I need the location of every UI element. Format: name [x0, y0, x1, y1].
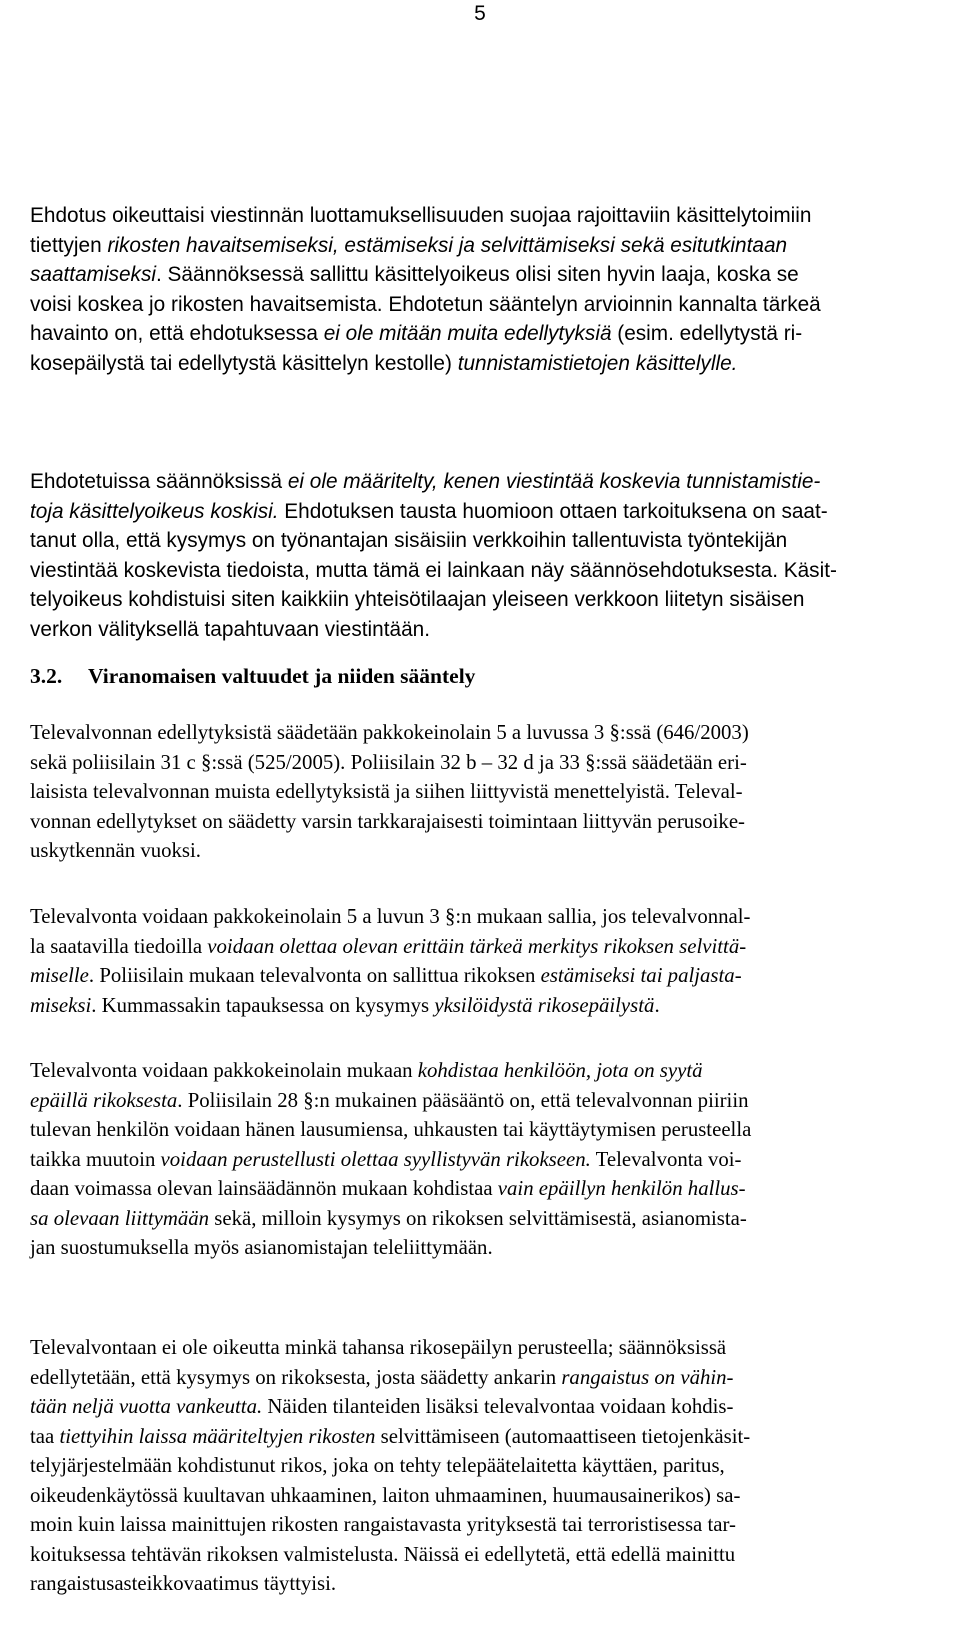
italic-text: vain epäillyn henkilön hallus- [497, 1177, 746, 1200]
text-run: Televalvonnan edellytyksistä säädetään pakkokeinolain 5 a luvussa 3 §:ssä (646/2003) [30, 721, 749, 744]
text-run: viestintää koskevista tiedoista, mutta tämä ei lainkaan näy säännösehdotuksesta. Käsit- [30, 558, 837, 582]
text-line [30, 615, 920, 645]
text-line [30, 1569, 920, 1599]
italic-text: tään neljä vuotta vankeutta. [30, 1395, 263, 1418]
text-run: telyoikeus kohdistuisi siten kaikkiin yhteisötilaajan yleiseen verkkoon liitetyn sisäisen [30, 588, 805, 611]
text-line [30, 290, 920, 320]
italic-text: ei ole määritelty, kenen viestintää koskevia tunnistamistie- [287, 470, 821, 493]
text-run: verkon välityksellä tapahtuvaan viestintään. [30, 617, 430, 641]
text-line [30, 231, 920, 261]
text-line [30, 526, 920, 556]
text-line [30, 1086, 920, 1116]
text-line [30, 1233, 920, 1263]
text-run: Televalvonta voidaan pakkokeinolain mukaan [30, 1059, 418, 1082]
text-run: uskytkennän vuoksi. [30, 839, 201, 862]
text-run: havainto on, että ehdotuksessa [30, 322, 324, 345]
text-line [30, 1204, 920, 1234]
text-run: edellytetään, että kysymys on rikoksesta, josta säädetty ankarin [30, 1365, 562, 1389]
italic-text: rikosten havaitsemiseksi, estämiseksi ja selvittämiseksi sekä esitutkintaan [107, 233, 788, 257]
text-line [30, 748, 920, 778]
text-line [30, 777, 920, 807]
text-run: jan suostumuksella myös asianomistajan teleliittymään. [30, 1236, 493, 1259]
italic-text: rangaistus on vähin- [561, 1365, 734, 1389]
text-run: (esim. edellytystä ri- [611, 322, 803, 345]
text-run: vonnan edellytykset on säädetty varsin tarkkarajaisesti toimintaan liittyvän perusoike- [30, 809, 745, 833]
text-line [30, 556, 920, 586]
text-line [30, 1451, 920, 1481]
italic-text: voidaan perustellusti olettaa syyllistyvän rikokseen. [160, 1147, 591, 1171]
paragraph-2 [30, 467, 920, 644]
text-run: Televalvontaan ei ole oikeutta minkä tahansa rikosepäilyn perusteella; säännöksissä [30, 1336, 727, 1359]
section-title: Viranomaisen valtuudet ja niiden sääntely [88, 664, 476, 688]
text-run: tulevan henkilön voidaan hänen lausumiensa, uhkausten tai käyttäytymisen perusteella [30, 1118, 752, 1141]
text-run: selvittämiseen (automaattiseen tietojenkäsit- [375, 1424, 751, 1448]
paragraph-5 [30, 1056, 920, 1263]
text-run: . Säännöksessä sallittu käsittelyoikeus olisi siten hyvin laaja, koska se [155, 263, 799, 286]
page-number: 5 [474, 2, 486, 25]
section-number: 3.2. [30, 664, 63, 688]
text-line [30, 1333, 920, 1363]
text-run: Ehdotuksen tausta huomioon ottaen tarkoituksena on saat- [278, 499, 828, 523]
text-run: telyjärjestelmään kohdistunut rikos, joka on tehty telepäätelaitetta käyttäen, paritus, [30, 1454, 725, 1477]
text-line [30, 718, 920, 748]
text-run: tiettyjen [30, 233, 108, 257]
text-line [30, 836, 920, 866]
text-line [30, 1481, 920, 1511]
text-run: . Poliisilain 28 §:n mukainen pääsääntö on, että televalvonnan piiriin [177, 1088, 749, 1112]
text-run: Televalvonta voi- [590, 1147, 742, 1171]
text-line [30, 991, 920, 1021]
text-line [30, 349, 920, 379]
text-line [30, 1056, 920, 1086]
text-run: oikeudenkäytössä kuultavan uhkaaminen, laiton uhmaaminen, huumausainerikos) sa- [30, 1483, 741, 1507]
text-line [30, 1174, 920, 1204]
italic-text: tiettyihin laissa määriteltyjen rikosten [59, 1424, 376, 1448]
text-run: sekä, milloin kysymys on rikoksen selvittämisestä, asianomista- [209, 1206, 747, 1230]
text-run: laisista televalvonnan muista edellytyksistä ja siihen liittyvistä menettelyistä. Televal- [30, 780, 743, 803]
text-line [30, 585, 920, 615]
text-run: Ehdotus oikeuttaisi viestinnän luottamuksellisuuden suojaa rajoittaviin käsittelytoimiin [30, 204, 812, 227]
italic-text: kohdistaa henkilöön, jota on syytä [417, 1059, 703, 1082]
italic-text: miselle [30, 964, 89, 987]
paragraph-1 [30, 201, 920, 378]
text-line [30, 1510, 920, 1540]
italic-text: miseksi [30, 993, 92, 1017]
text-run: voisi koskea jo rikosten havaitsemista. Ehdotetun sääntelyn arvioinnin kannalta tärkeä [30, 292, 821, 316]
section-heading [30, 662, 475, 691]
text-run: daan voimassa olevan lainsäädännön mukaan kohdistaa [30, 1177, 498, 1200]
text-line [30, 1540, 920, 1570]
text-run: . Poliisilain mukaan televalvonta on sallittua rikoksen [88, 964, 541, 987]
paragraph-3 [30, 718, 920, 866]
text-line [30, 902, 920, 932]
text-run: taa [30, 1424, 60, 1448]
text-run: kosepäilystä tai edellytystä käsittelyn kestolle) [30, 351, 458, 375]
paragraph-4 [30, 902, 920, 1020]
text-run: taikka muutoin [30, 1147, 161, 1171]
italic-text: toja käsittelyoikeus koskisi. [30, 499, 279, 523]
text-run: sekä poliisilain 31 c §:ssä (525/2005). Poliisilain 32 b – 32 d ja 33 §:ssä säädetään eri- [30, 750, 747, 774]
text-line [30, 932, 920, 962]
italic-text: estämiseksi tai paljasta- [540, 964, 742, 987]
text-line [30, 319, 920, 349]
text-line [30, 1145, 920, 1175]
paragraph-6 [30, 1333, 920, 1599]
text-line [30, 1115, 920, 1145]
text-run: tanut olla, että kysymys on työnantajan sisäisiin verkkoihin tallentuvista työntekijän [30, 529, 788, 552]
italic-text: yksilöidystä rikosepäilystä [434, 993, 655, 1017]
text-run: . [654, 993, 660, 1017]
italic-text: tunnistamistietojen käsittelylle. [457, 351, 738, 375]
italic-text: voidaan olettaa olevan erittäin tärkeä merkitys rikoksen selvittä- [207, 934, 747, 958]
text-line [30, 467, 920, 497]
text-line [30, 807, 920, 837]
text-line [30, 201, 920, 231]
text-run: rangaistusasteikkovaatimus täyttyisi. [30, 1572, 337, 1595]
text-line [30, 260, 920, 290]
text-run: Ehdotetuissa säännöksissä [30, 470, 288, 493]
italic-text: sa olevaan liittymään [30, 1206, 210, 1230]
text-run: moin kuin laissa mainittujen rikosten rangaistavasta yrityksestä tai terroristisessa tar- [30, 1513, 736, 1536]
text-line [30, 1392, 920, 1422]
text-run: Televalvonta voidaan pakkokeinolain 5 a luvun 3 §:n mukaan sallia, jos televalvonnal- [30, 905, 751, 928]
text-line [30, 1363, 920, 1393]
text-line [30, 961, 920, 991]
text-line [30, 497, 920, 527]
text-run: . Kummassakin tapauksessa on kysymys [91, 993, 435, 1017]
italic-text: saattamiseksi [30, 263, 156, 286]
italic-text: epäillä rikoksesta [30, 1088, 178, 1112]
text-run: Näiden tilanteiden lisäksi televalvontaa voidaan kohdis- [262, 1395, 734, 1418]
italic-text: ei ole mitään muita edellytyksiä [323, 322, 612, 345]
text-line [30, 1422, 920, 1452]
text-run: la saatavilla tiedoilla [30, 934, 208, 958]
text-run: koituksessa tehtävän rikoksen valmistelusta. Näissä ei edellytetä, että edellä mainittu [30, 1542, 736, 1566]
